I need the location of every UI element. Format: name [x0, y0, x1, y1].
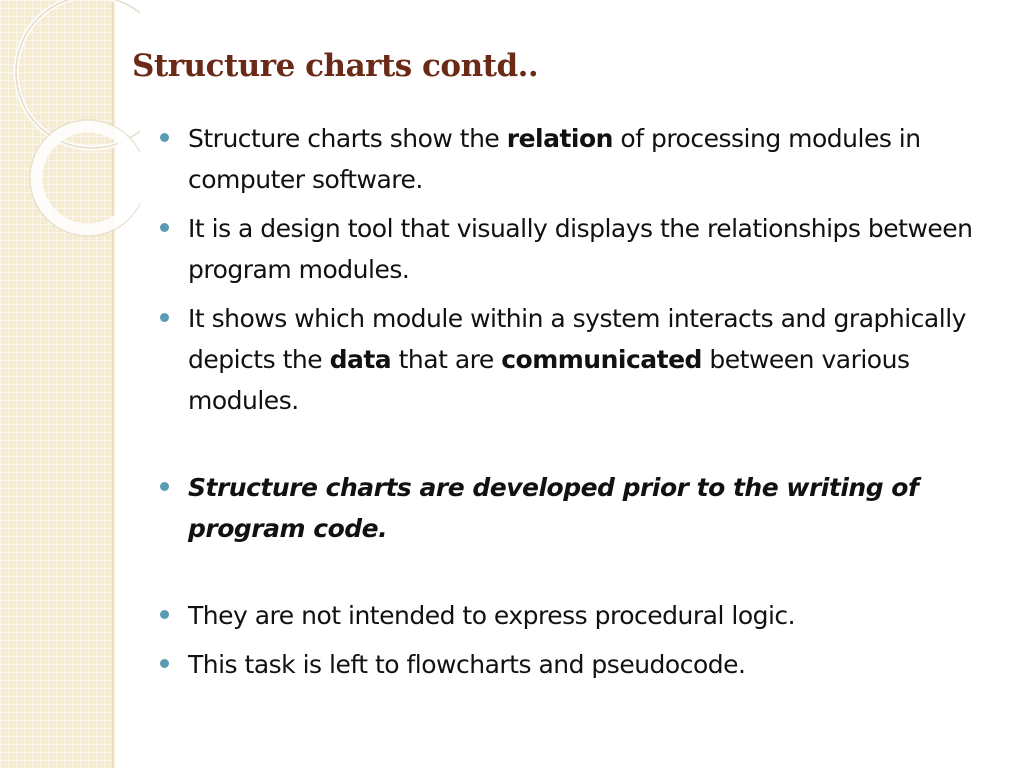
bullet-text: Structure charts are developed prior to the writing of program code.	[188, 473, 919, 543]
bullet-text: Structure charts show the relation of processing modules in computer software.	[188, 124, 921, 194]
emphasis-data: data	[329, 345, 392, 374]
bullet-item	[160, 208, 994, 290]
bullet-marker-icon	[160, 223, 169, 232]
bullet-item	[160, 595, 994, 636]
bullet-text: It shows which module within a system interacts and graphically depicts the data that are communicated between various modules.	[188, 304, 966, 415]
bullet-marker-icon	[160, 133, 169, 142]
bullet-marker-icon	[160, 313, 169, 322]
bullet-marker-icon	[160, 482, 169, 491]
bullet-item	[160, 644, 994, 685]
small-ring-shape	[36, 126, 140, 230]
bullet-item-emphasized	[160, 467, 994, 549]
bullet-marker-icon	[160, 610, 169, 619]
emphasis-relation: relation	[506, 124, 613, 153]
bullet-text: It is a design tool that visually displays the relationships between program modules.	[188, 214, 973, 284]
slide-title: Structure charts contd..	[132, 48, 539, 84]
bullet-marker-icon	[160, 659, 169, 668]
bullet-text: This task is left to flowcharts and pseudocode.	[188, 650, 746, 679]
decorative-circles	[0, 0, 140, 260]
bullet-item	[160, 298, 994, 421]
bullet-text: They are not intended to express procedural logic.	[188, 601, 796, 630]
bullet-item	[160, 118, 994, 200]
emphasis-communicated: communicated	[501, 345, 702, 374]
bullet-list	[160, 118, 994, 693]
